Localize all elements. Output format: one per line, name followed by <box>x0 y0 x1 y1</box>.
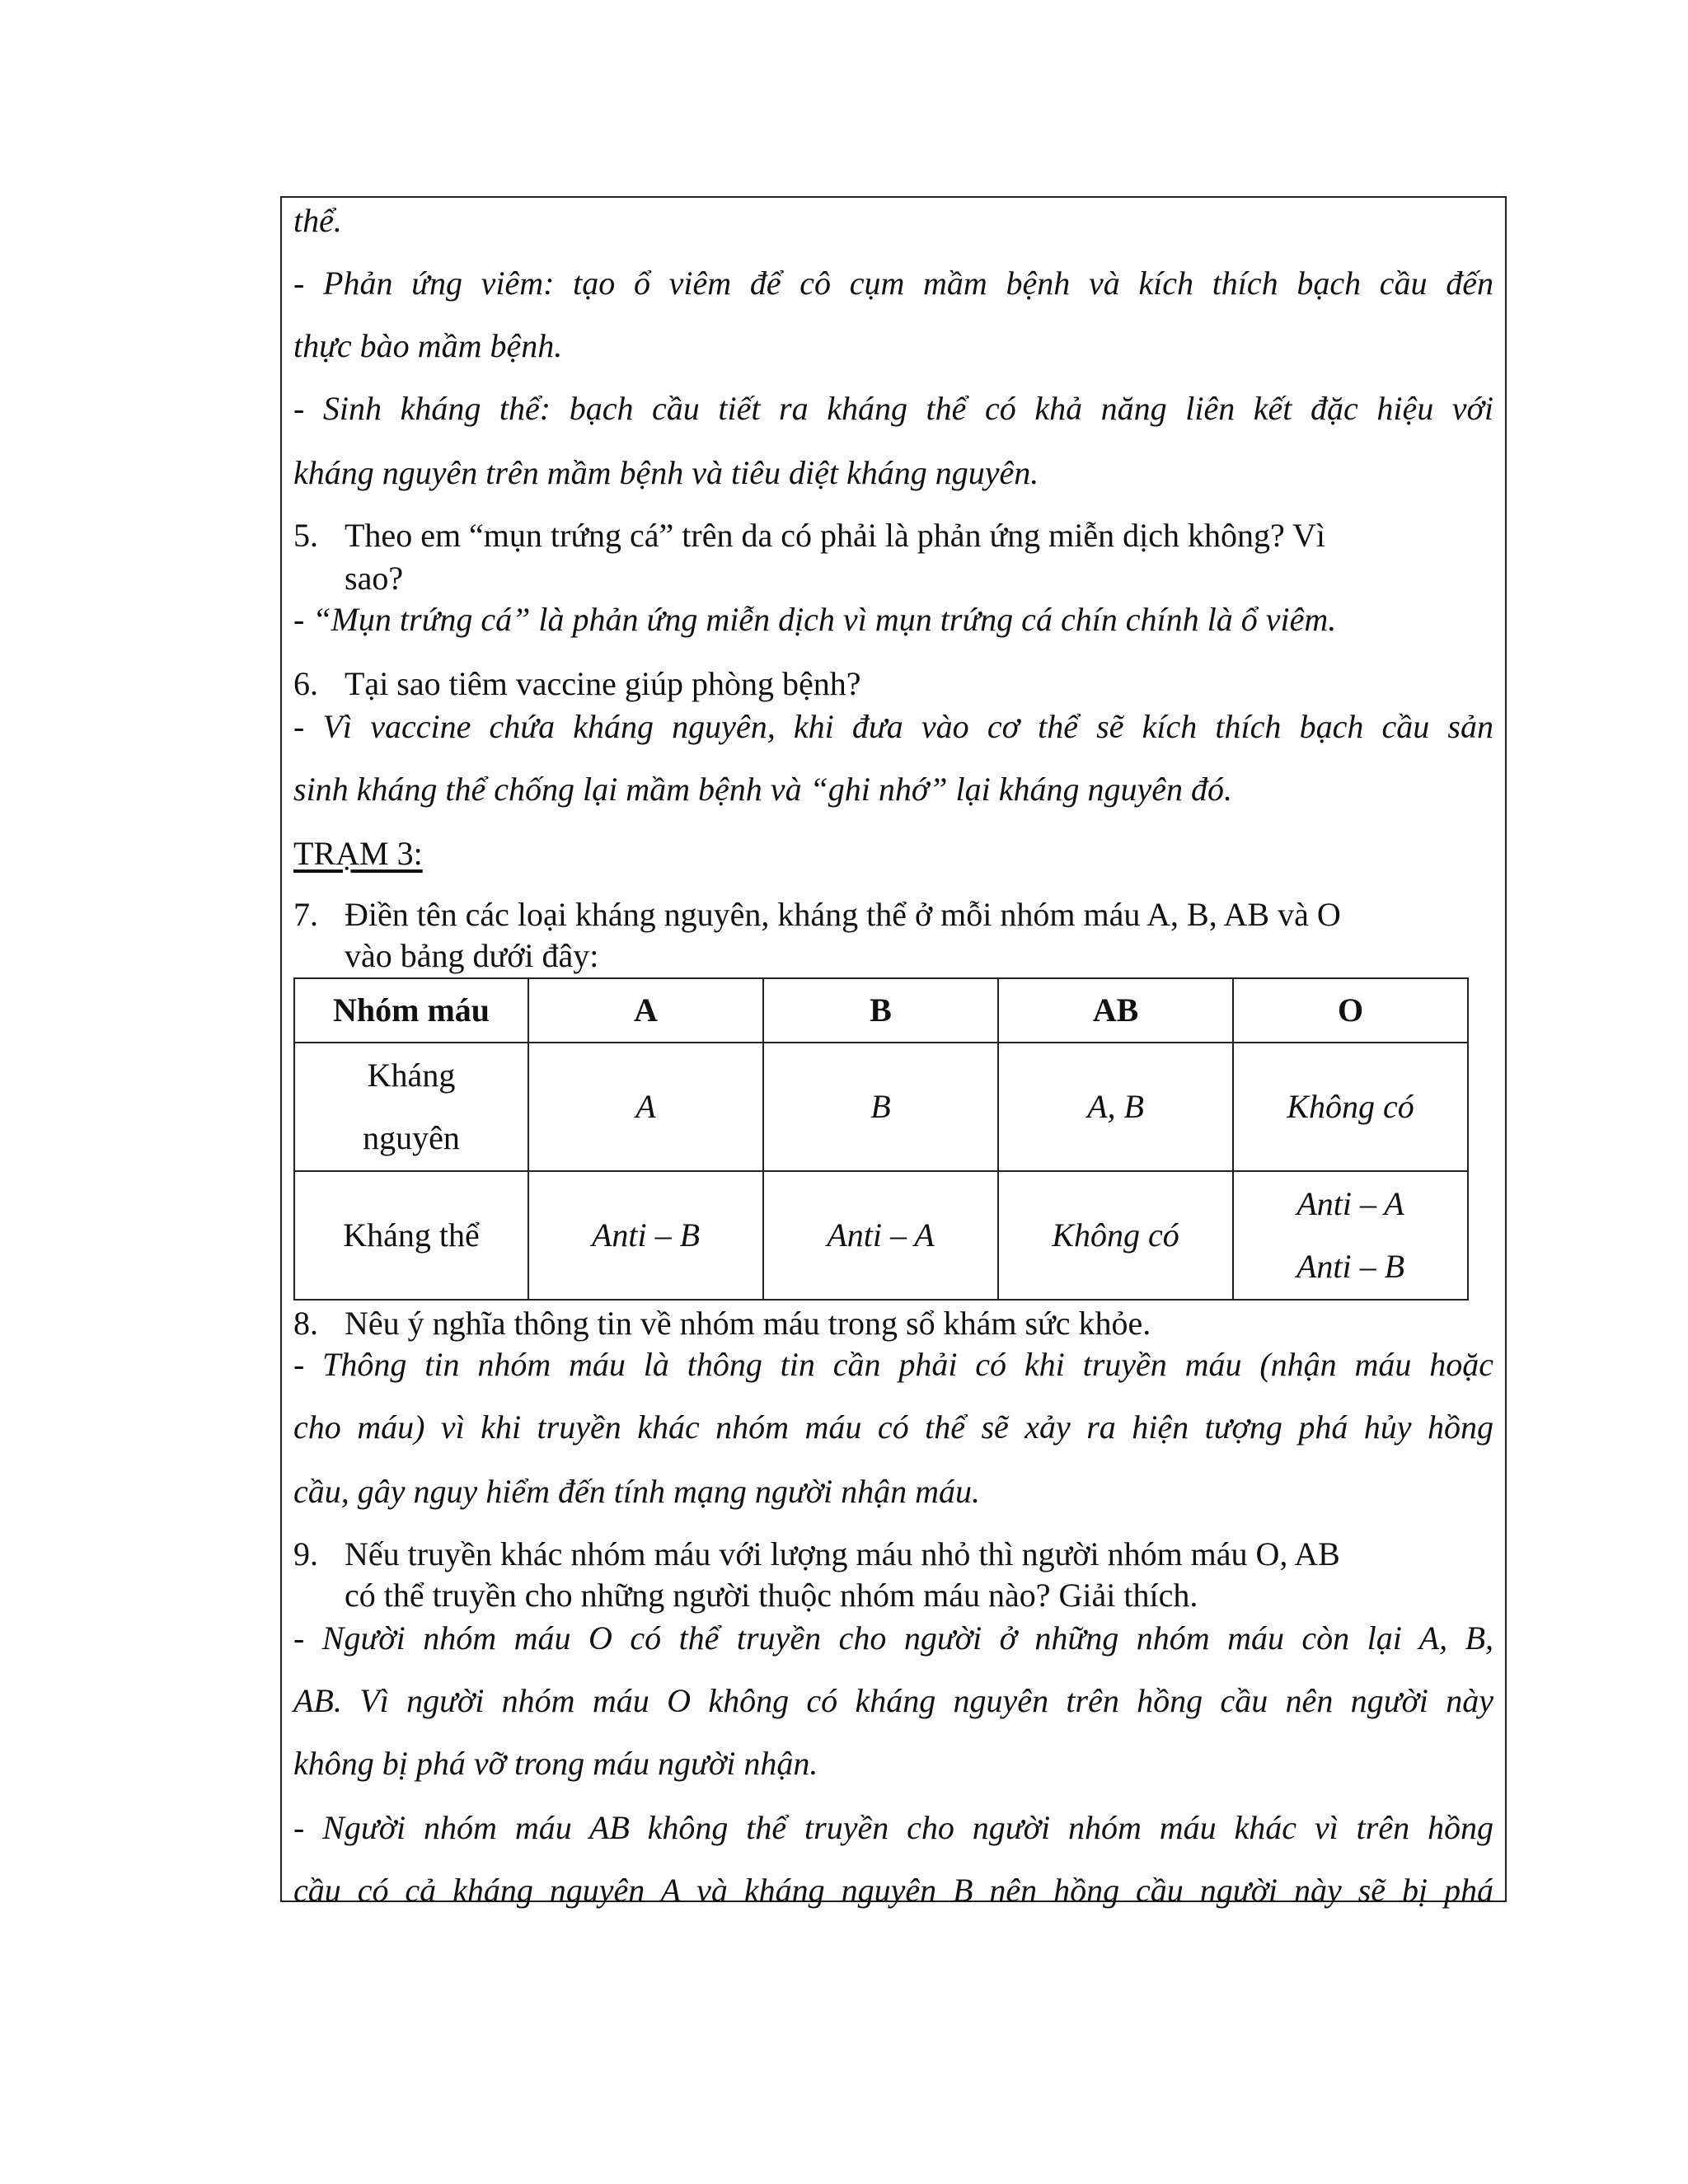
header-cell: O <box>1233 978 1468 1043</box>
answer-line: cầu có cả kháng nguyên A và kháng nguyên B nên hồng cầu người này sẽ bị phá <box>293 1872 1493 1909</box>
answer-line: không bị phá vỡ trong máu người nhận. <box>293 1745 818 1782</box>
table-header-row <box>294 978 1468 1043</box>
row-label-cell <box>294 1043 528 1171</box>
text-line: thể. <box>293 202 342 239</box>
answer-line: cho máu) vì khi truyền khác nhóm máu có thể sẽ xảy ra hiện tượng phá hủy hồng <box>293 1408 1493 1446</box>
question-text: vào bảng dưới đây: <box>345 937 599 974</box>
question-text: Nếu truyền khác nhóm máu với lượng máu nhỏ thì người nhóm máu O, AB <box>345 1535 1340 1572</box>
question-number: 7. <box>293 896 318 933</box>
table-row <box>294 1171 1468 1300</box>
row-label-cell: Kháng thể <box>294 1171 528 1300</box>
question-text: Tại sao tiêm vaccine giúp phòng bệnh? <box>345 665 861 702</box>
table-cell: Không có <box>998 1171 1233 1300</box>
question-text: Nêu ý nghĩa thông tin về nhóm máu trong sổ khám sức khỏe. <box>345 1305 1151 1342</box>
text-line: kháng nguyên trên mầm bệnh và tiêu diệt kháng nguyên. <box>293 454 1039 491</box>
table-cell: Anti – A <box>763 1171 998 1300</box>
answer-line: cầu, gây nguy hiểm đến tính mạng người nhận máu. <box>293 1473 981 1510</box>
table-cell: Anti – B <box>528 1171 763 1300</box>
row-label: nguyên <box>363 1119 460 1156</box>
question-number: 6. <box>293 665 318 702</box>
cell-line: Anti – B <box>1296 1248 1405 1285</box>
answer-line: - Người nhóm máu AB không thể truyền cho người nhóm máu khác vì trên hồng <box>293 1809 1493 1846</box>
header-cell: B <box>763 978 998 1043</box>
blood-group-table <box>293 977 1469 1301</box>
text-line: thực bào mầm bệnh. <box>293 327 563 364</box>
table-cell: A <box>528 1043 763 1171</box>
row-label: Kháng <box>367 1057 456 1094</box>
question-text: sao? <box>345 560 404 597</box>
answer-line: sinh kháng thể chống lại mầm bệnh và “ghi nhớ” lại kháng nguyên đó. <box>293 771 1233 808</box>
text-line: - Phản ứng viêm: tạo ổ viêm để cô cụm mầm bệnh và kích thích bạch cầu đến <box>293 265 1493 302</box>
answer-line: - Người nhóm máu O có thể truyền cho người ở những nhóm máu còn lại A, B, <box>293 1619 1493 1657</box>
table-cell: A, B <box>998 1043 1233 1171</box>
question-number: 8. <box>293 1305 318 1342</box>
table-row <box>294 1043 1468 1171</box>
question-number: 9. <box>293 1535 318 1572</box>
table-cell: B <box>763 1043 998 1171</box>
question-text: có thể truyền cho những người thuộc nhóm máu nào? Giải thích. <box>345 1577 1198 1614</box>
cell-line: Anti – A <box>1296 1185 1404 1222</box>
section-heading: TRẠM 3: <box>293 835 423 872</box>
header-cell: A <box>528 978 763 1043</box>
table-cell <box>1233 1171 1468 1300</box>
question-number: 5. <box>293 517 318 554</box>
answer-line: - Thông tin nhóm máu là thông tin cần phải có khi truyền máu (nhận máu hoặc <box>293 1346 1493 1383</box>
question-text: Điền tên các loại kháng nguyên, kháng thể ở mỗi nhóm máu A, B, AB và O <box>345 896 1341 933</box>
answer-line: - “Mụn trứng cá” là phản ứng miễn dịch vì mụn trứng cá chín chính là ổ viêm. <box>293 601 1337 638</box>
answer-line: AB. Vì người nhóm máu O không có kháng nguyên trên hồng cầu nên người này <box>293 1682 1493 1719</box>
header-cell: Nhóm máu <box>294 978 528 1043</box>
question-text: Theo em “mụn trứng cá” trên da có phải là phản ứng miễn dịch không? Vì <box>345 517 1326 554</box>
text-line: - Sinh kháng thể: bạch cầu tiết ra kháng thể có khả năng liên kết đặc hiệu với <box>293 390 1493 427</box>
header-cell: AB <box>998 978 1233 1043</box>
answer-line: - Vì vaccine chứa kháng nguyên, khi đưa vào cơ thể sẽ kích thích bạch cầu sản <box>293 708 1493 745</box>
table-cell: Không có <box>1233 1043 1468 1171</box>
